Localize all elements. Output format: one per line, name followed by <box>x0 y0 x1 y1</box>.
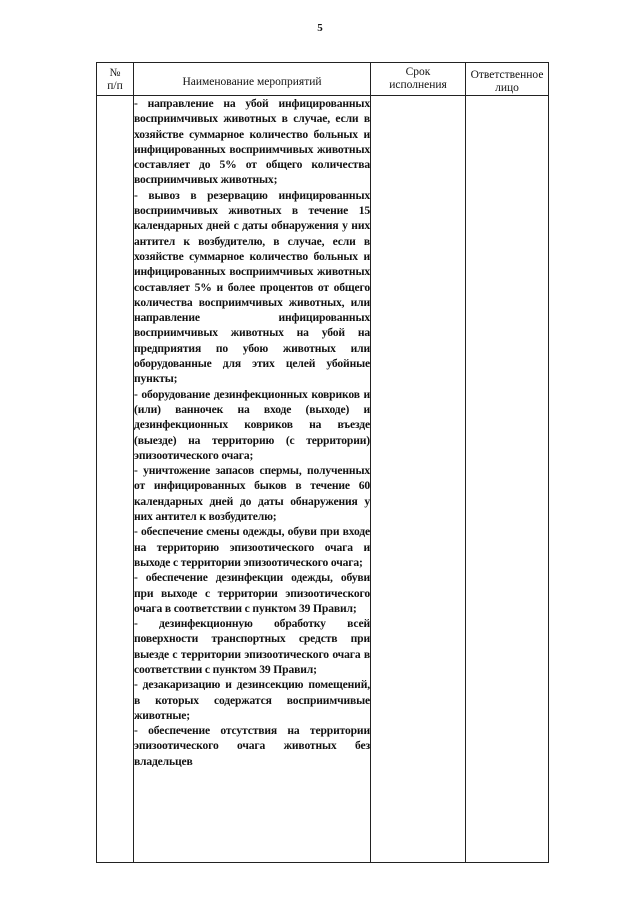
cell-measures <box>134 96 371 863</box>
header-measure-name <box>134 63 371 96</box>
header-number-line1: № <box>109 67 121 79</box>
header-deadline-line2: исполнения <box>389 79 447 91</box>
table-row <box>97 96 549 863</box>
measure-item: - уничтожение запасов спермы, полученных от инфицированных быков в течение 60 календарных дней до даты обнаружения у них антител к возбудителю; <box>134 464 370 524</box>
cell-number <box>97 96 134 863</box>
cell-responsible <box>466 96 549 863</box>
measure-item: - вывоз в резервацию инфицированных восприимчивых животных в течение 15 календарных дней с даты обнаружения у них антител к возбудителю, в случае, если в хозяйстве суммарное количество больных и инфицированных восприимчивых животных составляет 5% и более процентов от общего количества восприимчивых животных, или направление инфицированных восприимчивых животных на убой на предприятия по убою животных или оборудованные для этих целей убойные пункты; <box>134 188 370 386</box>
page-number: 5 <box>317 22 323 34</box>
header-deadline <box>371 63 466 96</box>
measures-table <box>96 62 549 863</box>
cell-deadline <box>371 96 466 863</box>
measure-item: - дезинфекционную обработку всей поверхности транспортных средств при выезде с территории эпизоотического очага в соответствии с пунктом 39 Правил; <box>134 617 370 676</box>
header-number <box>97 63 134 96</box>
measure-item: - оборудование дезинфекционных ковриков и (или) ванночек на входе (выходе) и дезинфекционных ковриков на въезде (выезде) на территорию (с территории) эпизоотического очага; <box>134 387 370 462</box>
header-responsible <box>466 63 549 96</box>
header-number-line2: п/п <box>107 80 123 92</box>
measure-item: - направление на убой инфицированных восприимчивых животных в случае, если в хозяйстве суммарное количество больных и инфицированных восприимчивых животных составляет до 5% от общего количества восприимчивых животных; <box>134 97 370 187</box>
measure-item: - обеспечение дезинфекции одежды, обуви при выходе с территории эпизоотического очага в соответствии с пунктом 39 Правил; <box>134 571 370 615</box>
measure-item: - обеспечение смены одежды, обуви при входе на территорию эпизоотического очага и выходе с территории эпизоотического очага; <box>134 525 370 569</box>
measure-item: - дезакаризацию и дезинсекцию помещений, в которых содержатся восприимчивые животные; <box>134 678 370 722</box>
header-responsible-text: Ответственное лицо <box>470 69 544 94</box>
header-deadline-line1: Срок <box>405 66 431 78</box>
header-measure-name-text: Наименование мероприятий <box>182 75 322 88</box>
measure-item: - обеспечение отсутствия на территории эпизоотического очага животных без владельцев <box>134 724 370 768</box>
table-header-row <box>97 63 549 96</box>
